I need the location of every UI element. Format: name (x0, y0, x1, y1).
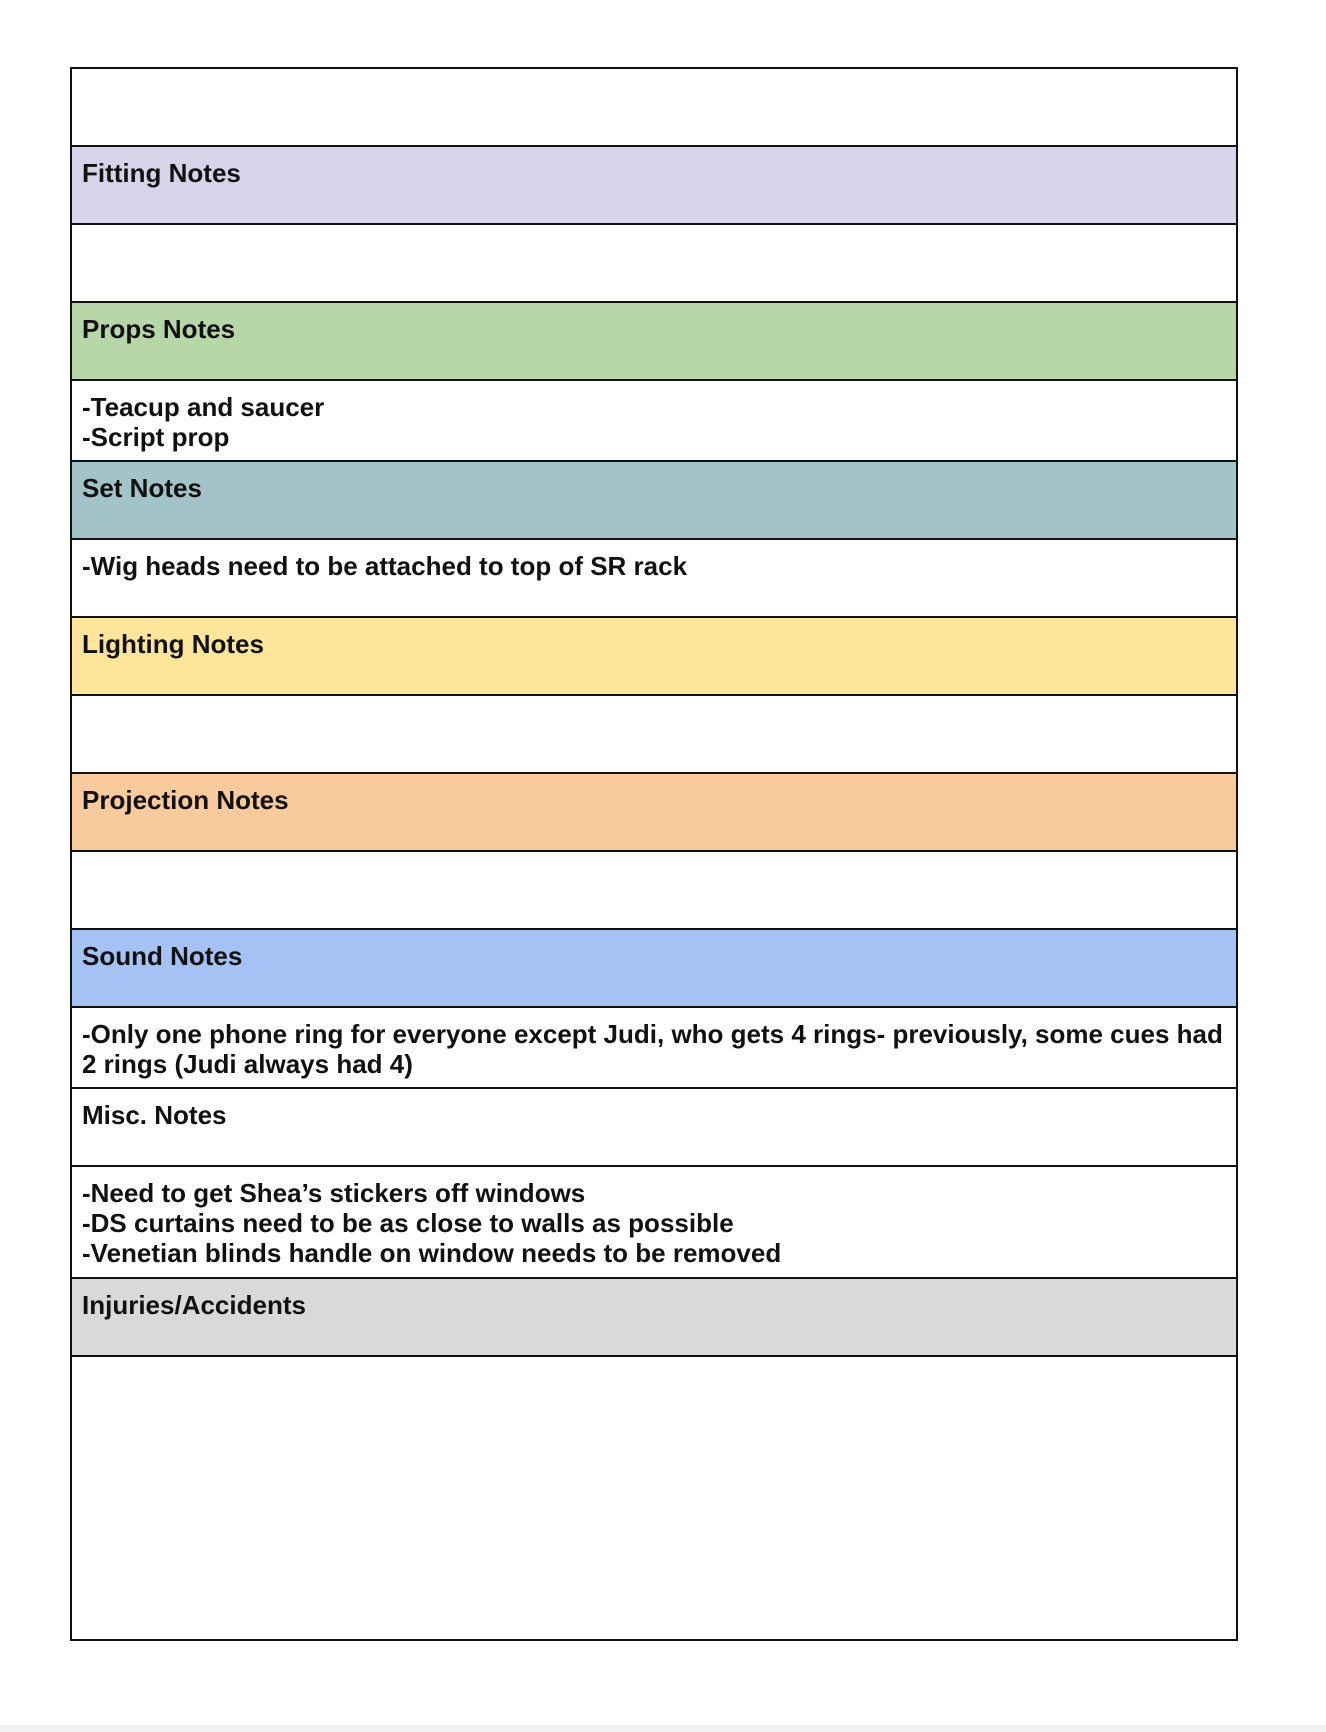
lighting-notes-header (72, 618, 1236, 696)
projection-notes-content (72, 852, 1236, 930)
props-notes-content (72, 381, 1236, 462)
set-note-item: -Wig heads need to be attached to top of SR rack (82, 551, 688, 581)
set-notes-label: Set Notes (82, 473, 202, 503)
set-notes-header (72, 462, 1236, 540)
projection-notes-header (72, 774, 1236, 852)
misc-notes-content (72, 1167, 1236, 1279)
props-notes-header (72, 303, 1236, 381)
top-blank-row (72, 69, 1236, 147)
set-notes-content (72, 540, 1236, 618)
fitting-notes-content (72, 225, 1236, 303)
misc-note-item: -DS curtains need to be as close to walls as possible (82, 1208, 734, 1238)
lighting-notes-label: Lighting Notes (82, 629, 264, 659)
lighting-notes-content (72, 696, 1236, 774)
props-note-item: -Teacup and saucer (82, 392, 325, 422)
props-note-item: -Script prop (82, 422, 230, 452)
sound-note-item: -Only one phone ring for everyone except Judi, who gets 4 rings- previously, some cues had 2 rings (Judi always had 4) (82, 1019, 1223, 1079)
injuries-accidents-header (72, 1279, 1236, 1357)
misc-note-item: -Venetian blinds handle on window needs to be removed (82, 1238, 782, 1268)
sound-notes-content (72, 1008, 1236, 1089)
props-notes-label: Props Notes (82, 314, 236, 344)
misc-note-item: -Need to get Shea’s stickers off windows (82, 1178, 586, 1208)
fitting-notes-label: Fitting Notes (82, 158, 241, 188)
projection-notes-label: Projection Notes (82, 785, 289, 815)
notes-table (70, 67, 1238, 1641)
injuries-accidents-content (72, 1357, 1236, 1639)
sound-notes-label: Sound Notes (82, 941, 243, 971)
misc-notes-label: Misc. Notes (82, 1100, 227, 1130)
misc-notes-header (72, 1089, 1236, 1167)
sound-notes-header (72, 930, 1236, 1008)
fitting-notes-header (72, 147, 1236, 225)
injuries-accidents-label: Injuries/Accidents (82, 1290, 306, 1320)
